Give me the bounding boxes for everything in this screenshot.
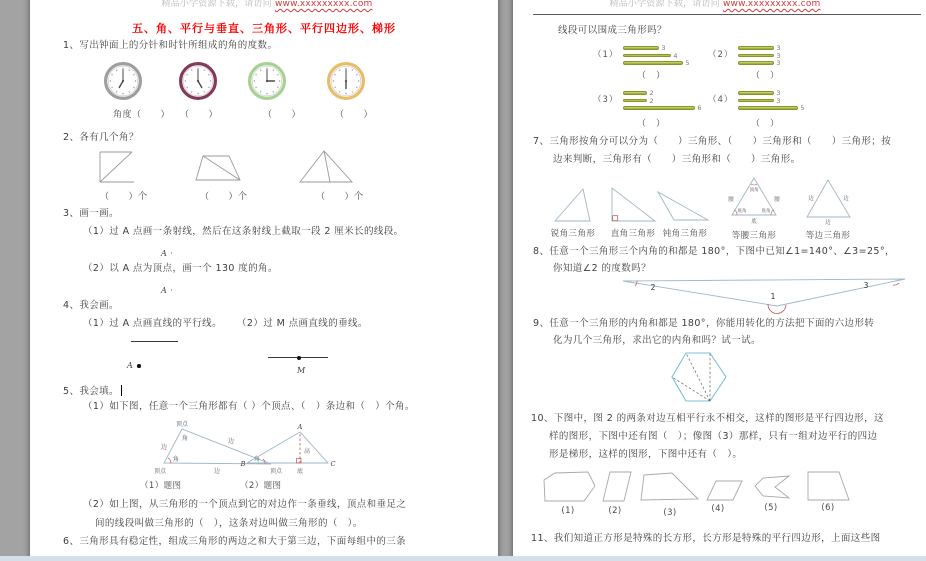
q5-figure-triangle-height <box>240 420 340 478</box>
q4-point-m-dot <box>297 356 301 360</box>
q10-shape-5 <box>753 474 793 499</box>
fig1-vertex-br: 顶点 <box>269 468 283 475</box>
clock-3 <box>247 61 287 101</box>
clock-1 <box>103 61 143 101</box>
q10-line3: 形是梯形，这样的图形，下图中还有（ ）。 <box>549 449 743 460</box>
equi-side-right-label: 边 <box>843 196 849 202</box>
segment-bar <box>623 99 647 103</box>
q5-item2-line1: （2）如上图，从三角形的一个顶点到它的对边作一条垂线，顶点和垂足之 <box>83 499 407 510</box>
q2-figure-square-diagonal <box>96 148 136 186</box>
fig2-height-label: 高 <box>303 448 311 455</box>
q6-continuation-text: 线段可以围成三角形吗？ <box>558 25 667 36</box>
fig2-label-b: B <box>240 460 246 468</box>
segment-length-label: 4 <box>673 51 678 60</box>
q10-line2: 样的图形，下图中还有图（ ）；像图（3）那样，只有一组对边平行的四边 <box>549 431 878 442</box>
fig1-vertex-top: 顶点 <box>175 421 189 428</box>
q4-point-m-label: M <box>297 366 306 375</box>
clock-4 <box>326 61 366 101</box>
iso-base-label: 底 <box>751 219 757 225</box>
q8-line1: 8、任意一个三角形三个内角的和都是 180°，下图中已知∠1=140°、∠3=25°， <box>533 246 895 257</box>
fig2-label-a: A <box>297 423 303 431</box>
segment-bar <box>623 106 695 110</box>
segment-bar <box>623 91 647 95</box>
segment-length-label: 3 <box>776 51 781 60</box>
q7-line2: 边来判断，三角形有（ ）三角形和（ ）三角形。 <box>553 154 801 165</box>
fig1-angle-br: 角 <box>253 456 261 463</box>
segment-length-label: 3 <box>776 89 781 97</box>
watermark <box>161 0 372 9</box>
segment-bar-row <box>623 45 689 51</box>
acute-triangle <box>555 189 590 221</box>
q3-item1: （1）过 A 点画一条射线，然后在这条射线上截取一段 2 厘米长的线段。 <box>83 226 404 237</box>
q10-shape-1 <box>542 471 597 502</box>
page-edge-line <box>533 14 921 15</box>
segment-bar-row <box>738 105 804 111</box>
q10-shape-6 <box>807 471 850 501</box>
segment-bar-row <box>738 60 780 66</box>
segment-bar-row <box>738 45 780 51</box>
segment-bar-row <box>623 98 701 104</box>
segment-length-label: 3 <box>776 59 781 67</box>
segment-length-label: 2 <box>649 96 654 105</box>
q4-point-a-label: A <box>127 361 134 370</box>
window-bottom-edge <box>0 556 926 561</box>
fig1-angle-bl: 角 <box>172 456 180 463</box>
segment-bar <box>738 99 774 103</box>
q4-item2: （2）过 M 点画直线的垂线。 <box>237 318 368 329</box>
fig2-label-c: C <box>330 460 336 468</box>
segment-bar-row <box>738 90 804 96</box>
q1-text: 1、写出钟面上的分针和时针所组成的角的度数。 <box>63 40 278 51</box>
q5-item1: （1）如下图，任意一个三角形都有（ ）个顶点、（ ）条边和（ ）个角。 <box>83 401 415 412</box>
segment-bar <box>623 46 659 50</box>
q2-blank-2: （ ）个 <box>200 192 248 202</box>
fig1-angle-top: 角 <box>181 435 189 442</box>
clock-face <box>103 61 143 101</box>
iso-leg-left-label: 腰 <box>728 197 734 203</box>
q2-figure-triangle-cevian <box>296 148 356 186</box>
q4-text: 4、我会画。 <box>63 300 119 311</box>
segment-length-label: 6 <box>697 104 702 112</box>
q3-point-a1: A · <box>161 249 174 258</box>
iso-top-angle-label: 顶角 <box>749 188 759 193</box>
document-page-right[interactable] <box>513 0 926 561</box>
segment-bar-row <box>623 90 701 96</box>
iso-base-angle-right-label: 底角 <box>761 209 771 214</box>
angle-2-label: 2 <box>650 283 656 292</box>
q5-text-span: 5、我会填。 <box>63 386 119 397</box>
segment-bar-row <box>623 60 689 66</box>
triangle-label-right: 直角三角形 <box>610 229 656 239</box>
segment-blank-1: （ ） <box>637 71 666 81</box>
q9-hexagon-figure <box>670 350 730 405</box>
q3-item2: （2）以 A 点为顶点，画一个 130 度的角。 <box>83 263 278 274</box>
triangle-label-equilateral: 等边三角形 <box>805 231 851 241</box>
shape-label-1: (1) <box>561 506 575 516</box>
triangle-label-isosceles: 等腰三角形 <box>731 231 777 241</box>
shape-label-3: (3) <box>663 508 677 518</box>
fig1-side-left: 边 <box>160 444 168 451</box>
triangle-label-acute: 锐角三角形 <box>550 229 596 239</box>
watermark <box>609 0 820 9</box>
segment-length-label: 5 <box>800 104 805 112</box>
q4-line-left <box>131 341 178 342</box>
q9-line1: 9、任意一个三角形的内角和都是 180°，你能用转化的方法把下面的六边形转 <box>533 318 875 329</box>
triangle-label-obtuse: 钝角三角形 <box>662 229 708 239</box>
segment-length-label: 5 <box>685 59 690 67</box>
q1-angle-blank-1: 角度（ ） <box>113 110 171 120</box>
text-cursor <box>121 385 123 396</box>
q5-text <box>63 385 122 398</box>
fig2-base-label: 底 <box>296 468 304 475</box>
equi-side-left-label: 边 <box>808 196 814 202</box>
shape-label-6: (6) <box>821 503 835 513</box>
clock-face <box>247 61 287 101</box>
q2-blank-1: （ ）个 <box>100 192 148 202</box>
segment-bar <box>738 61 774 65</box>
segment-length-label: 3 <box>776 96 781 105</box>
shape-label-4: (4) <box>711 504 725 514</box>
shape-label-5: (5) <box>764 503 778 513</box>
q8-line2: 你知道∠2 的度数吗？ <box>553 263 651 274</box>
watermark-text: 精品小学资源下载，请访问 <box>609 0 720 9</box>
q2-text: 2、各有几个角？ <box>63 132 139 143</box>
segment-length-label: 2 <box>649 89 654 97</box>
q10-shape-2 <box>602 471 633 502</box>
segment-group-1: （1） 3 4 5 <box>593 44 690 67</box>
segment-blank-4: （ ） <box>751 119 780 129</box>
segment-group-3: （3） 2 2 6 <box>593 89 702 112</box>
q5-item2-line2: 间的线段叫做三角形的（ ），这条对边叫做三角形的（ ）。 <box>95 518 363 529</box>
q4-point-a-dot <box>137 364 141 368</box>
angle-1-label: 1 <box>770 292 776 301</box>
segment-bar <box>738 54 774 58</box>
q8-obtuse-triangle-figure <box>613 276 913 312</box>
q1-angle-blank-2: （ ） <box>180 110 219 120</box>
clock-face <box>326 61 366 101</box>
q1-angle-blank-3: （ ） <box>263 110 302 120</box>
document-page-left[interactable] <box>30 0 498 561</box>
clock-face <box>178 61 218 101</box>
clock-2 <box>178 61 218 101</box>
segment-bar-row <box>623 105 701 111</box>
watermark-url: www.xxxxxxxxx.com <box>274 0 373 9</box>
angle-3-label: 3 <box>863 281 869 290</box>
segment-group-2: （2） 3 3 3 <box>708 44 781 67</box>
fig1-side-right: 边 <box>227 438 235 445</box>
fig1-vertex-bl: 顶点 <box>153 468 167 475</box>
segment-length-label: 3 <box>661 44 666 52</box>
iso-base-angle-left-label: 底角 <box>737 209 747 214</box>
q1-angle-blank-4: （ ） <box>335 110 374 120</box>
segment-blank-3: （ ） <box>637 119 666 129</box>
segment-group-4: （4） 3 3 5 <box>708 89 805 112</box>
shape-label-2: (2) <box>608 506 622 516</box>
q2-blank-3: （ ）个 <box>316 192 364 202</box>
q7-triangle-figures <box>525 176 926 234</box>
fig2-caption: （2）题图 <box>240 481 282 491</box>
obtuse-triangle <box>658 192 708 220</box>
q4-item1: （1）过 A 点画直线的平行线。 <box>83 318 222 329</box>
q11-text: 11、我们知道正方形是特殊的长方形，长方形是特殊的平行四边形，上面这些图 <box>531 533 881 544</box>
segment-length-label: 3 <box>776 44 781 52</box>
fig1-side-bottom: 边 <box>213 468 221 475</box>
q10-line1: 10、下图中，图 2 的两条对边互相平行永不相交，这样的图形是平行四边形，这 <box>531 413 884 424</box>
fig1-caption: （1）题图 <box>140 481 182 491</box>
segment-bar <box>738 91 774 95</box>
equi-side-bottom-label: 边 <box>825 220 831 226</box>
q3-text: 3、画一画。 <box>63 208 119 219</box>
q10-shape-3 <box>640 472 700 501</box>
segment-bar <box>623 61 683 65</box>
q10-shape-4 <box>707 480 743 501</box>
segment-bar-row <box>623 53 689 59</box>
iso-leg-right-label: 腰 <box>774 197 780 203</box>
q2-figure-trapezoid-diagonal <box>193 153 243 183</box>
q9-line2: 化为几个三角形，求出它的内角和吗？试一试。 <box>553 335 761 346</box>
segment-bar-row <box>738 53 780 59</box>
segment-blank-2: （ ） <box>751 71 780 81</box>
watermark-text: 精品小学资源下载，请访问 <box>161 0 272 9</box>
q3-point-a2: A · <box>161 286 174 295</box>
segment-bar <box>738 46 774 50</box>
segment-bar <box>623 54 671 58</box>
worksheet-title: 五、角、平行与垂直、三角形、平行四边形、梯形 <box>132 22 396 35</box>
watermark-url: www.xxxxxxxxx.com <box>722 0 821 9</box>
segment-bar-row <box>738 98 804 104</box>
q7-line1: 7、三角形按角分可以分为（ ）三角形、（ ）三角形和（ ）三角形；按 <box>533 136 892 147</box>
q6-text: 6、三角形具有稳定性，组成三角形的两边之和大于第三边，下面每组中的三条 <box>63 536 407 547</box>
right-triangle <box>612 188 655 221</box>
segment-bar <box>738 106 798 110</box>
